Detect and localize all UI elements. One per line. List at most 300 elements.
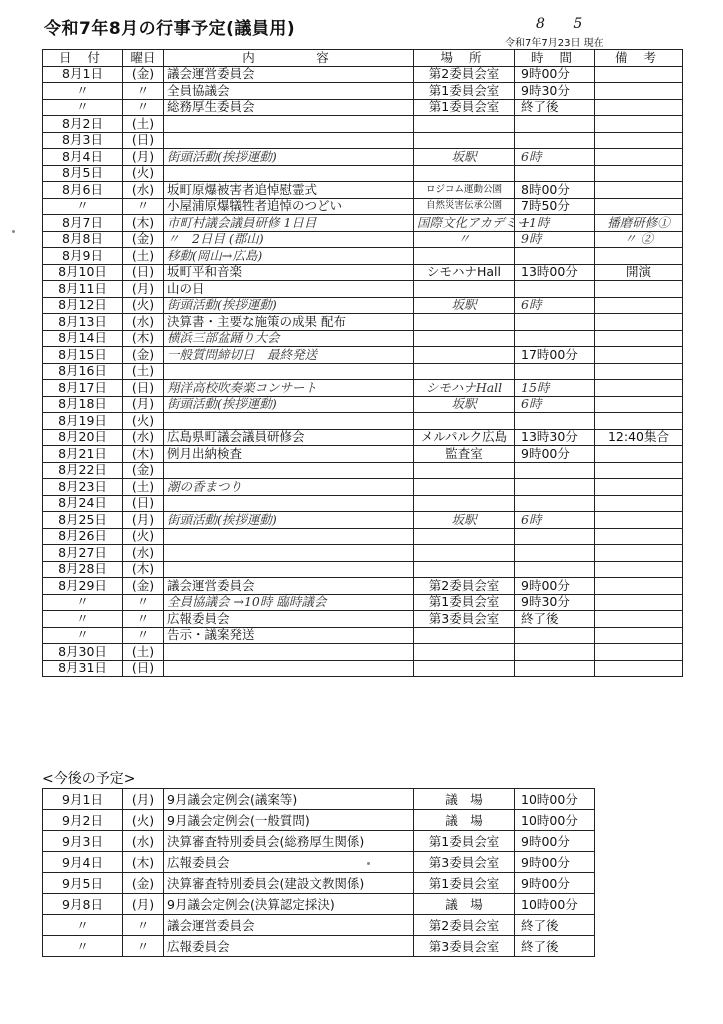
cell-note bbox=[595, 413, 683, 430]
table-row bbox=[43, 413, 683, 430]
cell-place bbox=[414, 347, 515, 364]
cell-place bbox=[414, 627, 515, 644]
cell-date: 8月30日 bbox=[43, 644, 123, 661]
cell-date: 8月15日 bbox=[43, 347, 123, 364]
cell-date: 8月28日 bbox=[43, 561, 123, 578]
cell-day: (火) bbox=[123, 297, 164, 314]
col-note-header: 備 考 bbox=[595, 50, 683, 67]
cell-content bbox=[164, 660, 414, 677]
cell-content: 総務厚生委員会 bbox=[164, 99, 414, 116]
cell-content: 横浜三部盆踊り大会 bbox=[164, 330, 414, 347]
cell-note bbox=[595, 627, 683, 644]
future-row bbox=[43, 852, 595, 873]
cell-content: 〃 2日目 (郡山) bbox=[164, 231, 414, 248]
cell-content: 告示・議案発送 bbox=[164, 627, 414, 644]
cell-content: 坂町平和音楽 bbox=[164, 264, 414, 281]
cell-note: 12:40集合 bbox=[595, 429, 683, 446]
cell-date: 9月2日 bbox=[43, 810, 123, 831]
cell-note bbox=[595, 660, 683, 677]
cell-date: 9月5日 bbox=[43, 873, 123, 894]
cell-content bbox=[164, 545, 414, 562]
cell-date: 9月3日 bbox=[43, 831, 123, 852]
table-row bbox=[43, 198, 683, 215]
cell-time: 17時00分 bbox=[515, 347, 595, 364]
cell-place: 〃 bbox=[414, 231, 515, 248]
cell-note bbox=[595, 611, 683, 628]
cell-content bbox=[164, 462, 414, 479]
cell-day: (火) bbox=[123, 413, 164, 430]
cell-content: 広島県町議会議員研修会 bbox=[164, 429, 414, 446]
cell-content: 例月出納検査 bbox=[164, 446, 414, 463]
col-date-header: 日 付 bbox=[43, 50, 123, 67]
cell-content: 議会運営委員会 bbox=[164, 578, 414, 595]
cell-place: シモハナHall bbox=[414, 380, 515, 397]
cell-day: (月) bbox=[123, 512, 164, 529]
table-row bbox=[43, 165, 683, 182]
col-content-header: 内 容 bbox=[164, 50, 414, 67]
table-row bbox=[43, 512, 683, 529]
cell-content: 決算審査特別委員会(建設文教関係) bbox=[164, 873, 414, 894]
cell-content bbox=[164, 165, 414, 182]
table-row bbox=[43, 99, 683, 116]
cell-date: 8月20日 bbox=[43, 429, 123, 446]
table-row bbox=[43, 578, 683, 595]
cell-day: (水) bbox=[123, 429, 164, 446]
future-row bbox=[43, 789, 595, 810]
cell-note bbox=[595, 99, 683, 116]
cell-time: 9時00分 bbox=[515, 578, 595, 595]
cell-day: 〃 bbox=[123, 627, 164, 644]
cell-date: 8月4日 bbox=[43, 149, 123, 166]
cell-note bbox=[595, 132, 683, 149]
cell-content: 潮の香まつり bbox=[164, 479, 414, 496]
cell-content: 全員協議会 →10時 臨時議会 bbox=[164, 594, 414, 611]
cell-day: (金) bbox=[123, 347, 164, 364]
cell-content: 翔洋高校吹奏楽コンサート bbox=[164, 380, 414, 397]
cell-place bbox=[414, 528, 515, 545]
table-row bbox=[43, 644, 683, 661]
cell-content: 9月議会定例会(議案等) bbox=[164, 789, 414, 810]
cell-day: 〃 bbox=[123, 83, 164, 100]
cell-note bbox=[595, 198, 683, 215]
cell-date: 8月5日 bbox=[43, 165, 123, 182]
cell-note: 播磨研修① bbox=[595, 215, 683, 232]
cell-date: 8月29日 bbox=[43, 578, 123, 595]
cell-note bbox=[595, 528, 683, 545]
cell-date: 〃 bbox=[43, 198, 123, 215]
cell-day: (金) bbox=[123, 578, 164, 595]
handwritten-mark: 8 5 bbox=[536, 16, 595, 32]
cell-day: 〃 bbox=[123, 915, 164, 936]
cell-date: 8月3日 bbox=[43, 132, 123, 149]
cell-place bbox=[414, 248, 515, 265]
cell-note bbox=[595, 545, 683, 562]
cell-content bbox=[164, 644, 414, 661]
cell-time: 終了後 bbox=[515, 915, 595, 936]
cell-day: (水) bbox=[123, 545, 164, 562]
cell-date: 8月25日 bbox=[43, 512, 123, 529]
cell-time: 9時30分 bbox=[515, 83, 595, 100]
cell-place: 第1委員会室 bbox=[414, 83, 515, 100]
cell-content: 広報委員会 bbox=[164, 852, 414, 873]
cell-date: 8月19日 bbox=[43, 413, 123, 430]
cell-time bbox=[515, 314, 595, 331]
cell-time: 10時00分 bbox=[515, 810, 595, 831]
cell-place: 第3委員会室 bbox=[414, 852, 515, 873]
cell-day: (土) bbox=[123, 248, 164, 265]
cell-date: 8月13日 bbox=[43, 314, 123, 331]
cell-content bbox=[164, 132, 414, 149]
cell-date: 〃 bbox=[43, 99, 123, 116]
cell-note bbox=[595, 495, 683, 512]
cell-time: 8時00分 bbox=[515, 182, 595, 199]
cell-content: 一般質問締切日 最終発送 bbox=[164, 347, 414, 364]
future-row bbox=[43, 936, 595, 957]
cell-place: 第1委員会室 bbox=[414, 99, 515, 116]
cell-day: (日) bbox=[123, 660, 164, 677]
cell-day: (木) bbox=[123, 561, 164, 578]
cell-time: 11時 bbox=[515, 215, 595, 232]
table-row bbox=[43, 429, 683, 446]
cell-content: 街頭活動(挨拶運動) bbox=[164, 512, 414, 529]
future-row bbox=[43, 873, 595, 894]
table-row bbox=[43, 347, 683, 364]
cell-note bbox=[595, 512, 683, 529]
future-heading: <今後の予定> bbox=[42, 771, 136, 787]
cell-day: 〃 bbox=[123, 594, 164, 611]
cell-content: 広報委員会 bbox=[164, 611, 414, 628]
cell-time: 7時50分 bbox=[515, 198, 595, 215]
cell-day: (月) bbox=[123, 149, 164, 166]
cell-time bbox=[515, 545, 595, 562]
cell-time: 9時00分 bbox=[515, 66, 595, 83]
cell-day: (木) bbox=[123, 446, 164, 463]
cell-place: 国際文化アカデミー bbox=[414, 215, 515, 232]
table-row bbox=[43, 66, 683, 83]
cell-day: (金) bbox=[123, 462, 164, 479]
cell-content: 決算審査特別委員会(総務厚生関係) bbox=[164, 831, 414, 852]
cell-place bbox=[414, 413, 515, 430]
scan-speck bbox=[367, 862, 370, 865]
cell-day: 〃 bbox=[123, 99, 164, 116]
future-table bbox=[42, 788, 595, 957]
table-row bbox=[43, 83, 683, 100]
cell-time: 9時30分 bbox=[515, 594, 595, 611]
cell-note bbox=[595, 594, 683, 611]
cell-day: (月) bbox=[123, 894, 164, 915]
table-row bbox=[43, 380, 683, 397]
as-of-date: 令和7年7月23日 現在 bbox=[505, 38, 604, 49]
cell-time: 9時00分 bbox=[515, 873, 595, 894]
table-row bbox=[43, 479, 683, 496]
table-row bbox=[43, 231, 683, 248]
table-row bbox=[43, 627, 683, 644]
cell-day: (日) bbox=[123, 264, 164, 281]
cell-place: 坂駅 bbox=[414, 297, 515, 314]
table-row bbox=[43, 528, 683, 545]
cell-note bbox=[595, 314, 683, 331]
cell-content: 市町村議会議員研修 1日目 bbox=[164, 215, 414, 232]
cell-date: 8月2日 bbox=[43, 116, 123, 133]
cell-date: 8月22日 bbox=[43, 462, 123, 479]
cell-day: (土) bbox=[123, 479, 164, 496]
col-day-header: 曜日 bbox=[123, 50, 164, 67]
cell-day: 〃 bbox=[123, 936, 164, 957]
table-row bbox=[43, 149, 683, 166]
future-row bbox=[43, 894, 595, 915]
cell-content bbox=[164, 495, 414, 512]
cell-time: 9時00分 bbox=[515, 446, 595, 463]
cell-place: 自然災害伝承公園 bbox=[414, 198, 515, 215]
cell-content: 議会運営委員会 bbox=[164, 66, 414, 83]
cell-place: 第2委員会室 bbox=[414, 578, 515, 595]
cell-note: 〃 ② bbox=[595, 231, 683, 248]
cell-date: 8月31日 bbox=[43, 660, 123, 677]
cell-day: (木) bbox=[123, 330, 164, 347]
cell-content: 議会運営委員会 bbox=[164, 915, 414, 936]
cell-place bbox=[414, 462, 515, 479]
cell-time bbox=[515, 248, 595, 265]
table-row bbox=[43, 363, 683, 380]
cell-day: (金) bbox=[123, 66, 164, 83]
cell-content bbox=[164, 413, 414, 430]
cell-place: 第1委員会室 bbox=[414, 594, 515, 611]
cell-note bbox=[595, 248, 683, 265]
cell-time bbox=[515, 528, 595, 545]
cell-date: 8月27日 bbox=[43, 545, 123, 562]
cell-content bbox=[164, 528, 414, 545]
cell-time: 15時 bbox=[515, 380, 595, 397]
cell-note bbox=[595, 363, 683, 380]
cell-note bbox=[595, 281, 683, 298]
cell-content: 9月議会定例会(決算認定採決) bbox=[164, 894, 414, 915]
cell-content: 全員協議会 bbox=[164, 83, 414, 100]
cell-date: 〃 bbox=[43, 594, 123, 611]
cell-content: 坂町原爆被害者追悼慰霊式 bbox=[164, 182, 414, 199]
cell-place bbox=[414, 330, 515, 347]
page-title: 令和7年8月の行事予定(議員用) bbox=[44, 19, 296, 39]
cell-note bbox=[595, 462, 683, 479]
cell-content: 決算書・主要な施策の成果 配布 bbox=[164, 314, 414, 331]
table-row bbox=[43, 462, 683, 479]
cell-day: (月) bbox=[123, 281, 164, 298]
table-row bbox=[43, 660, 683, 677]
cell-place: 議 場 bbox=[414, 894, 515, 915]
cell-date: 8月18日 bbox=[43, 396, 123, 413]
cell-note bbox=[595, 347, 683, 364]
cell-place: 第1委員会室 bbox=[414, 873, 515, 894]
cell-time: 10時00分 bbox=[515, 894, 595, 915]
table-row bbox=[43, 264, 683, 281]
cell-day: (土) bbox=[123, 644, 164, 661]
cell-content: 街頭活動(挨拶運動) bbox=[164, 149, 414, 166]
cell-place: 議 場 bbox=[414, 789, 515, 810]
cell-place bbox=[414, 165, 515, 182]
cell-place: 坂駅 bbox=[414, 396, 515, 413]
cell-place bbox=[414, 116, 515, 133]
table-row bbox=[43, 330, 683, 347]
cell-content: 街頭活動(挨拶運動) bbox=[164, 396, 414, 413]
cell-note bbox=[595, 479, 683, 496]
future-row bbox=[43, 831, 595, 852]
cell-date: 8月14日 bbox=[43, 330, 123, 347]
cell-note bbox=[595, 330, 683, 347]
cell-day: (火) bbox=[123, 810, 164, 831]
cell-day: (金) bbox=[123, 873, 164, 894]
future-row bbox=[43, 810, 595, 831]
cell-time bbox=[515, 330, 595, 347]
cell-place: 第3委員会室 bbox=[414, 611, 515, 628]
cell-place: 第2委員会室 bbox=[414, 66, 515, 83]
table-row bbox=[43, 611, 683, 628]
cell-day: (土) bbox=[123, 116, 164, 133]
cell-content: 移動(岡山→広島) bbox=[164, 248, 414, 265]
cell-day: (日) bbox=[123, 495, 164, 512]
cell-day: (水) bbox=[123, 831, 164, 852]
cell-day: (水) bbox=[123, 182, 164, 199]
cell-place bbox=[414, 545, 515, 562]
cell-date: 9月8日 bbox=[43, 894, 123, 915]
cell-time: 終了後 bbox=[515, 936, 595, 957]
cell-date: 〃 bbox=[43, 936, 123, 957]
cell-place: 議 場 bbox=[414, 810, 515, 831]
cell-content: 街頭活動(挨拶運動) bbox=[164, 297, 414, 314]
cell-time bbox=[515, 116, 595, 133]
cell-place bbox=[414, 132, 515, 149]
cell-date: 〃 bbox=[43, 915, 123, 936]
cell-place bbox=[414, 660, 515, 677]
cell-time bbox=[515, 479, 595, 496]
cell-place bbox=[414, 281, 515, 298]
cell-date: 8月24日 bbox=[43, 495, 123, 512]
cell-time: 10時00分 bbox=[515, 789, 595, 810]
cell-time: 9時00分 bbox=[515, 852, 595, 873]
cell-note bbox=[595, 83, 683, 100]
cell-date: 8月21日 bbox=[43, 446, 123, 463]
cell-note bbox=[595, 578, 683, 595]
cell-note bbox=[595, 396, 683, 413]
cell-content: 広報委員会 bbox=[164, 936, 414, 957]
cell-time: 6時 bbox=[515, 149, 595, 166]
cell-place: 監査室 bbox=[414, 446, 515, 463]
table-row bbox=[43, 396, 683, 413]
table-row bbox=[43, 495, 683, 512]
cell-place bbox=[414, 644, 515, 661]
cell-day: (火) bbox=[123, 528, 164, 545]
cell-day: (月) bbox=[123, 789, 164, 810]
cell-day: (水) bbox=[123, 314, 164, 331]
cell-date: 9月4日 bbox=[43, 852, 123, 873]
cell-note bbox=[595, 446, 683, 463]
cell-note bbox=[595, 644, 683, 661]
cell-place bbox=[414, 479, 515, 496]
table-row bbox=[43, 116, 683, 133]
cell-date: 8月8日 bbox=[43, 231, 123, 248]
table-row bbox=[43, 314, 683, 331]
cell-note bbox=[595, 561, 683, 578]
cell-day: (日) bbox=[123, 380, 164, 397]
table-row bbox=[43, 248, 683, 265]
table-row bbox=[43, 297, 683, 314]
table-row bbox=[43, 281, 683, 298]
schedule-table bbox=[42, 49, 683, 677]
cell-day: (月) bbox=[123, 396, 164, 413]
cell-date: 9月1日 bbox=[43, 789, 123, 810]
cell-date: 8月23日 bbox=[43, 479, 123, 496]
cell-place: メルパルク広島 bbox=[414, 429, 515, 446]
cell-date: 8月26日 bbox=[43, 528, 123, 545]
cell-date: 〃 bbox=[43, 83, 123, 100]
table-row bbox=[43, 561, 683, 578]
cell-date: 8月17日 bbox=[43, 380, 123, 397]
cell-day: (木) bbox=[123, 215, 164, 232]
table-row bbox=[43, 545, 683, 562]
cell-content bbox=[164, 561, 414, 578]
cell-place bbox=[414, 495, 515, 512]
cell-note bbox=[595, 149, 683, 166]
cell-content: 小屋浦原爆犠牲者追悼のつどい bbox=[164, 198, 414, 215]
cell-place bbox=[414, 363, 515, 380]
cell-time: 9時00分 bbox=[515, 831, 595, 852]
cell-place bbox=[414, 314, 515, 331]
cell-place: 坂駅 bbox=[414, 512, 515, 529]
cell-time bbox=[515, 165, 595, 182]
cell-date: 8月12日 bbox=[43, 297, 123, 314]
cell-day: (金) bbox=[123, 231, 164, 248]
cell-time bbox=[515, 495, 595, 512]
cell-place: ロジコム運動公園 bbox=[414, 182, 515, 199]
cell-day: (土) bbox=[123, 363, 164, 380]
cell-note bbox=[595, 116, 683, 133]
cell-note bbox=[595, 182, 683, 199]
table-row bbox=[43, 215, 683, 232]
cell-note: 開演 bbox=[595, 264, 683, 281]
cell-day: (日) bbox=[123, 132, 164, 149]
cell-time bbox=[515, 660, 595, 677]
schedule-header-row bbox=[43, 50, 683, 67]
cell-day: (火) bbox=[123, 165, 164, 182]
cell-time bbox=[515, 644, 595, 661]
cell-day: 〃 bbox=[123, 611, 164, 628]
cell-day: (木) bbox=[123, 852, 164, 873]
cell-place: 第1委員会室 bbox=[414, 831, 515, 852]
table-row bbox=[43, 594, 683, 611]
cell-date: 〃 bbox=[43, 611, 123, 628]
cell-day: 〃 bbox=[123, 198, 164, 215]
cell-content bbox=[164, 363, 414, 380]
cell-time bbox=[515, 413, 595, 430]
cell-time bbox=[515, 462, 595, 479]
cell-date: 8月9日 bbox=[43, 248, 123, 265]
future-row bbox=[43, 915, 595, 936]
cell-date: 8月1日 bbox=[43, 66, 123, 83]
cell-place: シモハナHall bbox=[414, 264, 515, 281]
cell-place: 第2委員会室 bbox=[414, 915, 515, 936]
col-time-header: 時 間 bbox=[515, 50, 595, 67]
cell-time: 終了後 bbox=[515, 99, 595, 116]
cell-date: 〃 bbox=[43, 627, 123, 644]
cell-place: 坂駅 bbox=[414, 149, 515, 166]
cell-time bbox=[515, 561, 595, 578]
cell-date: 8月10日 bbox=[43, 264, 123, 281]
cell-note bbox=[595, 66, 683, 83]
cell-time: 終了後 bbox=[515, 611, 595, 628]
cell-time: 13時00分 bbox=[515, 264, 595, 281]
cell-time: 6時 bbox=[515, 396, 595, 413]
cell-content bbox=[164, 116, 414, 133]
table-row bbox=[43, 132, 683, 149]
cell-time: 6時 bbox=[515, 512, 595, 529]
